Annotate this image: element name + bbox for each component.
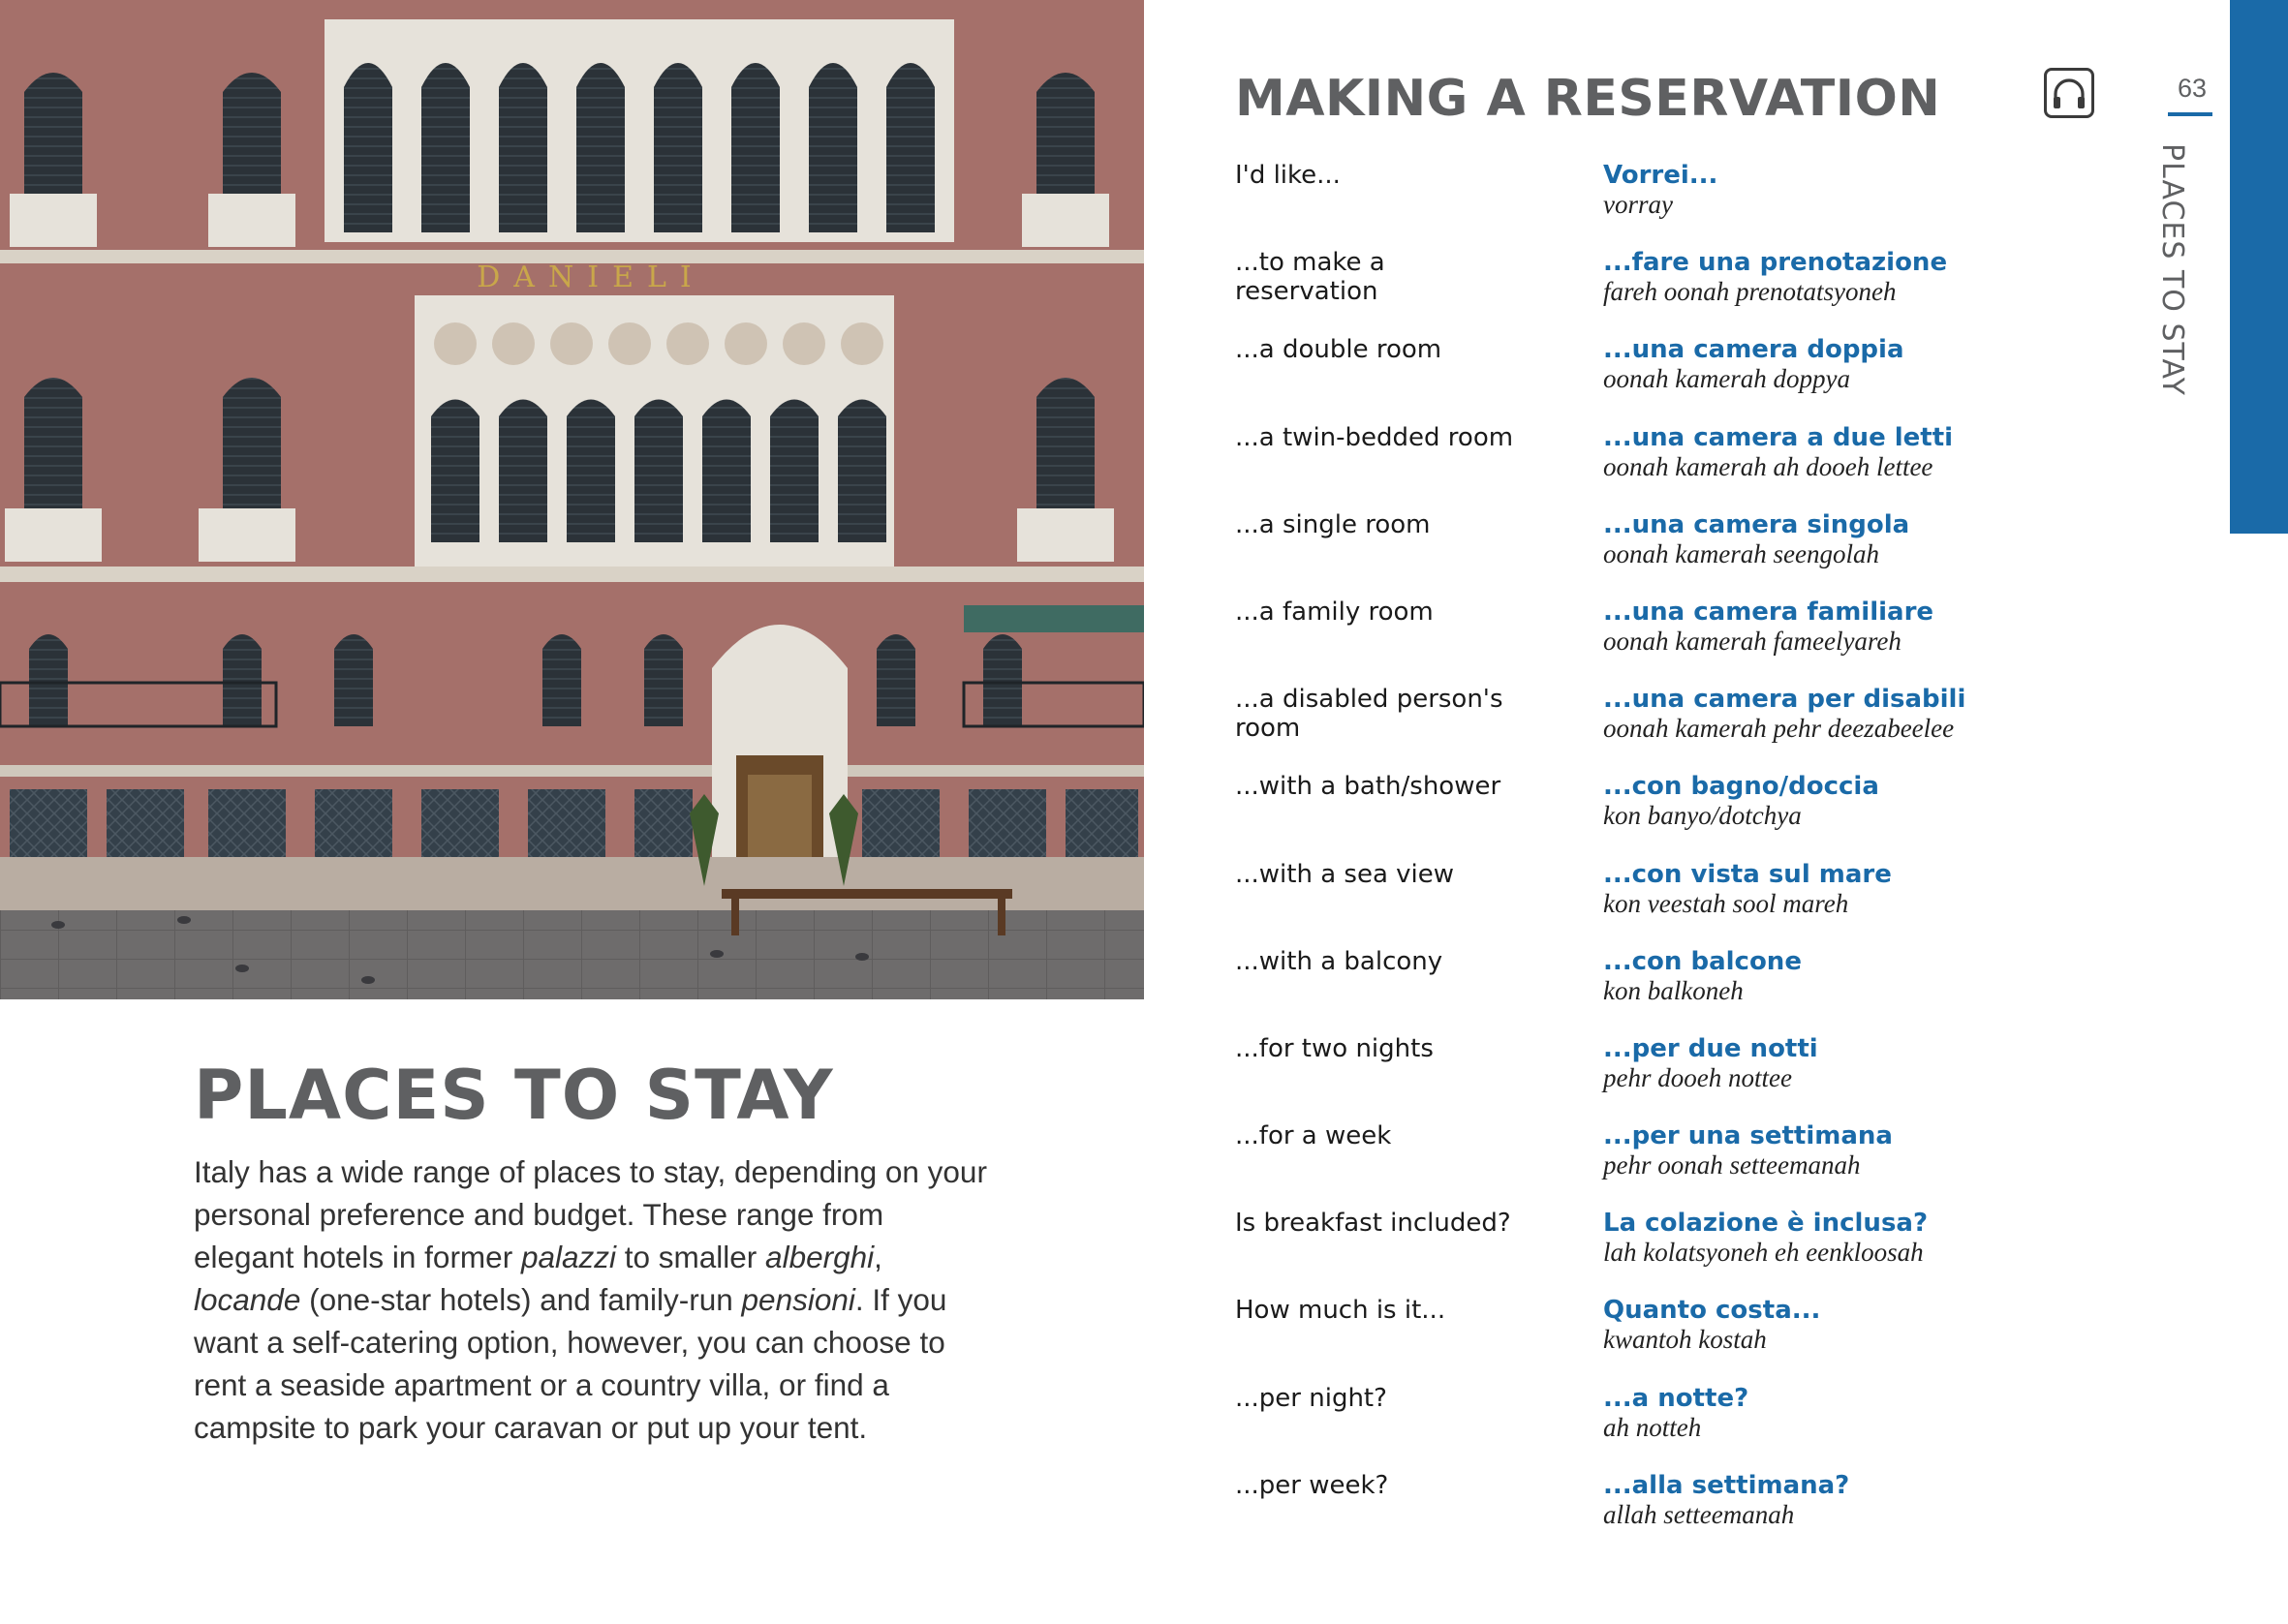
phrase-english: ...with a sea view [1235,859,1455,889]
phrase-list [1235,157,2068,1554]
phrase-row [1235,856,2068,943]
chapter-tab [2230,0,2288,534]
phrase-row [1235,1467,2068,1554]
phrase-row [1235,1292,2068,1379]
phrase-pronunciation: fareh oonah prenotatsyoneh [1603,277,1897,307]
chapter-side-label-text: PLACES TO STAY [2155,143,2189,397]
hotel-danieli-photo [0,0,1144,999]
phrase-english: ...per night? [1235,1383,1387,1413]
phrase-pronunciation: pehr dooeh nottee [1603,1062,1792,1092]
phrase-english: Is breakfast included? [1235,1209,1511,1239]
chapter-side-label [2155,143,2216,397]
phrase-italian: ...con balcone [1603,946,1802,976]
phrase-row [1235,157,2068,244]
phrase-english: ...a disabled person's room [1235,685,1503,744]
phrase-italian: ...con vista sul mare [1603,859,1892,889]
phrase-english: ...with a balcony [1235,946,1443,976]
phrase-italian: ...una camera per disabili [1603,685,1966,715]
phrase-row [1235,1205,2068,1292]
phrase-italian: ...alla settimana? [1603,1470,1850,1500]
phrase-italian: ...una camera doppia [1603,335,1904,365]
phrase-italian: ...una camera singola [1603,509,1910,539]
phrase-pronunciation: kon banyo/dotchya [1603,801,1802,831]
phrase-pronunciation: lah kolatsyoneh eh eenkloosah [1603,1238,1924,1268]
intro-text: . If you want a self-catering option, however, you can choose to rent a seaside apartment or a country villa, or find a campsite to park your caravan or put up your tent. [194,1282,947,1445]
phrase-english: ...with a bath/shower [1235,772,1501,802]
phrase-italian: ...per due notti [1603,1033,1818,1063]
intro-italic-term: palazzi [520,1240,616,1274]
phrase-row [1235,1118,2068,1205]
intro-italic-term: locande [194,1282,301,1317]
phrase-pronunciation: oonah kamerah pehr deezabeelee [1603,714,1955,744]
phrase-italian: ...per una settimana [1603,1121,1893,1151]
phrase-english: ...a twin-bedded room [1235,422,1514,452]
phrase-english: ...to make a reservation [1235,248,1385,307]
phrase-pronunciation: oonah kamerah seengolah [1603,538,1879,568]
phrase-pronunciation: pehr oonah setteemanah [1603,1150,1861,1180]
page-number-rule [2168,112,2212,116]
phrase-row [1235,943,2068,1030]
phrase-italian: Vorrei... [1603,161,1718,190]
intro-text: to smaller [616,1240,766,1274]
phrase-english: ...per week? [1235,1470,1389,1500]
phrase-row [1235,594,2068,681]
phrase-italian: ...una camera a due letti [1603,422,1954,452]
phrase-row [1235,1380,2068,1467]
phrase-english: I'd like... [1235,161,1341,190]
phrase-english: ...a single room [1235,509,1431,539]
phrase-pronunciation: kwantoh kostah [1603,1325,1767,1355]
phrase-pronunciation: vorray [1603,190,1673,219]
phrase-pronunciation: ah notteh [1603,1412,1702,1442]
phrase-row [1235,331,2068,418]
phrase-english: ...for two nights [1235,1033,1434,1063]
phrase-pronunciation: allah setteemanah [1603,1499,1795,1529]
intro-text: Italy has a wide range of places to stay, depending on your personal preference and budget. These range from elegant hotels in former [194,1154,987,1274]
phrase-italian: ...a notte? [1603,1383,1749,1413]
intro-italic-term: alberghi [765,1240,875,1274]
intro-italic-term: pensioni [741,1282,855,1317]
section-title: MAKING A RESERVATION [1235,70,1941,128]
phrase-row [1235,1030,2068,1118]
phrase-row [1235,244,2068,331]
danieli-sign: DANIELI [477,260,705,294]
chapter-title: PLACES TO STAY [194,1056,834,1135]
page-number: 63 [2177,74,2208,103]
phrase-row [1235,681,2068,768]
phrase-row [1235,768,2068,855]
phrase-row [1235,419,2068,506]
phrase-english: ...for a week [1235,1121,1392,1151]
phrase-pronunciation: oonah kamerah ah dooeh lettee [1603,451,1933,481]
phrase-italian: La colazione è inclusa? [1603,1209,1929,1239]
intro-text: (one-star hotels) and family-run [300,1282,742,1317]
headphones-icon[interactable] [2044,68,2094,118]
phrase-italian: ...fare una prenotazione [1603,248,1948,278]
phrase-pronunciation: kon balkoneh [1603,975,1744,1005]
intro-paragraph [194,1150,988,1449]
phrase-italian: ...con bagno/doccia [1603,772,1879,802]
phrase-pronunciation: kon veestah sool mareh [1603,888,1849,918]
phrase-english: ...a family room [1235,597,1434,627]
intro-text: , [874,1240,882,1274]
phrase-italian: Quanto costa... [1603,1296,1821,1326]
phrase-pronunciation: oonah kamerah doppya [1603,364,1850,394]
phrase-row [1235,506,2068,594]
phrase-pronunciation: oonah kamerah fameelyareh [1603,626,1902,656]
phrase-english: How much is it... [1235,1296,1446,1326]
phrase-english: ...a double room [1235,335,1442,365]
phrase-italian: ...una camera familiare [1603,597,1934,627]
